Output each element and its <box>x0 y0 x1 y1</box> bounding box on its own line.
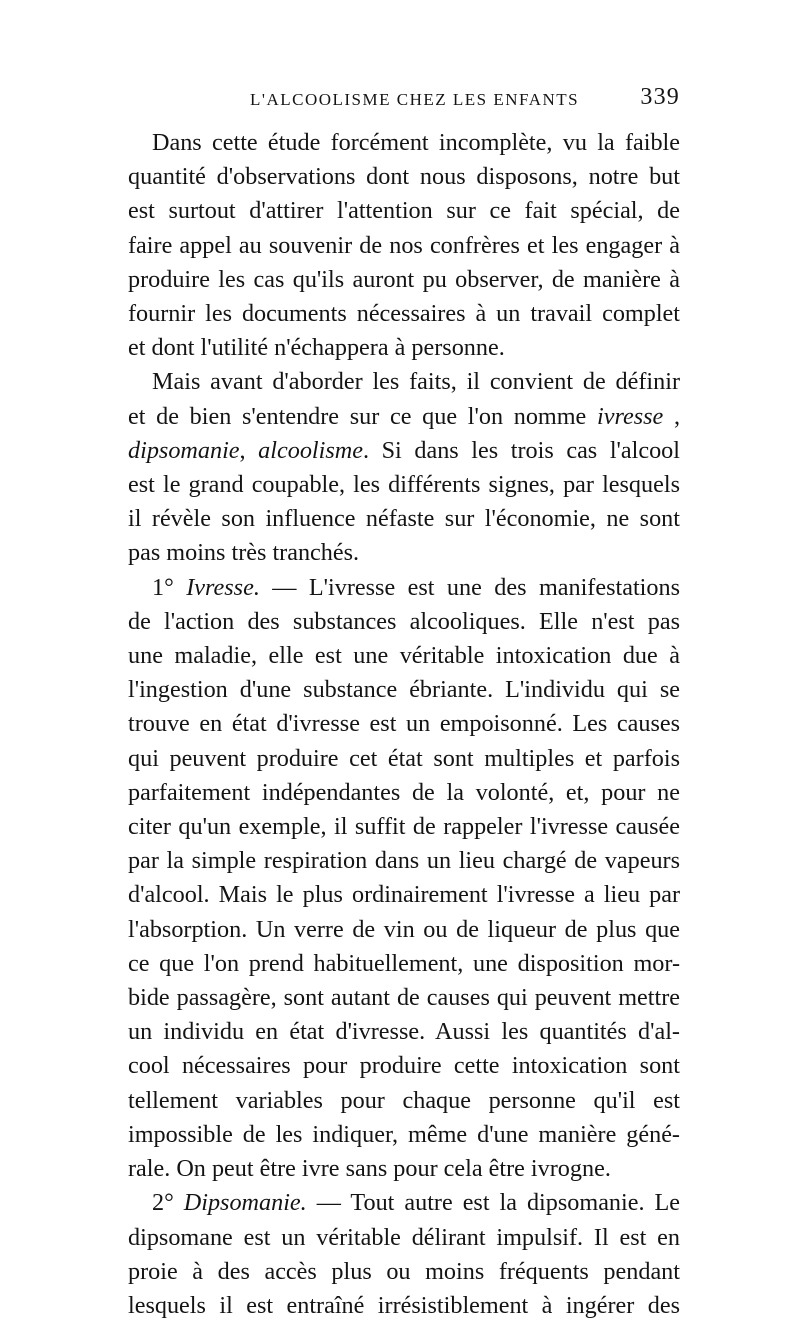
section-number: 2° <box>152 1189 174 1217</box>
text-line: Mais avant d'aborder les faits, il convient de définir <box>152 368 680 396</box>
text-line: l'absorption. Un verre de vin ou de liqueur de plus que <box>128 915 680 943</box>
text-line: parfaitement indépendantes de la volonté, et, pour ne <box>128 778 680 806</box>
text-line: faire appel au souvenir de nos confrères et les engager à <box>128 231 680 259</box>
running-head <box>128 84 680 126</box>
text-line: pas moins très tranchés. <box>128 539 360 567</box>
text-line: l'ingestion d'une substance ébriante. L'individu qui se <box>128 676 680 704</box>
text-fragment: — L'ivresse est une des manifestations <box>259 573 681 601</box>
text-line: bide passagère, sont autant de causes qui peuvent mettre <box>128 984 680 1012</box>
text-line <box>128 434 680 468</box>
text-fragment: et de bien s'entendre sur ce que l'on nomme <box>128 402 597 430</box>
text-line: ce que l'on prend habituellement, une disposition mor- <box>128 949 680 977</box>
text-line: et dont l'utilité n'échappera à personne. <box>128 334 505 362</box>
text-line: qui peuvent produire cet état sont multiples et parfois <box>128 744 680 772</box>
term-alcoolisme: alcoolisme <box>258 436 363 464</box>
text-fragment: . Si dans les trois cas l'alcool <box>362 436 680 464</box>
text-line <box>128 571 680 605</box>
text-line: d'alcool. Mais le plus ordinairement l'ivresse a lieu par <box>128 881 680 909</box>
term-dipsomanie: dipsomanie <box>128 436 240 464</box>
running-title: L'ALCOOLISME CHEZ LES ENFANTS <box>250 90 580 109</box>
text-fragment: , <box>663 402 681 430</box>
text-line: proie à des accès plus ou moins fréquents pendant <box>128 1257 680 1285</box>
text-fragment: , <box>239 436 259 464</box>
text-line: quantité d'observations dont nous disposons, notre but <box>128 163 680 191</box>
text-line: il révèle son influence néfaste sur l'économie, ne sont <box>128 505 680 533</box>
text-line: par la simple respiration dans un lieu chargé de vapeurs <box>128 847 680 875</box>
text-fragment: — Tout autre est la dipsomanie. Le <box>306 1189 681 1217</box>
text-line: une maladie, elle est une véritable intoxication due à <box>128 642 680 670</box>
text-line: tellement variables pour chaque personne qu'il est <box>128 1086 680 1114</box>
text-line: est le grand coupable, les différents signes, par lesquels <box>128 471 680 499</box>
paragraph-ivresse <box>128 571 680 1187</box>
body-text <box>128 126 680 1323</box>
paragraph-intro <box>128 126 680 365</box>
page-number: 339 <box>640 84 680 110</box>
text-line: produire les cas qu'ils auront pu observer, de manière à <box>128 265 680 293</box>
text-line: est surtout d'attirer l'attention sur ce fait spécial, de <box>128 197 680 225</box>
text-line: lesquels il est entraîné irrésistiblement à ingérer des <box>128 1291 680 1319</box>
section-number: 1° <box>152 573 174 601</box>
text-line: rale. On peut être ivre sans pour cela être ivrogne. <box>128 1155 611 1183</box>
text-line: cool nécessaires pour produire cette intoxication sont <box>128 1052 680 1080</box>
section-term: Ivresse. <box>186 573 260 601</box>
text-line: fournir les documents nécessaires à un travail complet <box>128 300 680 328</box>
text-line: Dans cette étude forcément incomplète, vu la faible <box>152 129 680 156</box>
text-line: dipsomane est un véritable délirant impulsif. Il est en <box>128 1223 680 1251</box>
text-line <box>128 1186 680 1220</box>
text-line: trouve en état d'ivresse est un empoisonné. Les causes <box>128 710 680 738</box>
text-line: impossible de les indiquer, même d'une manière géné- <box>128 1120 680 1148</box>
term-ivresse: ivresse <box>596 402 664 430</box>
paragraph-dipsomanie <box>128 1186 680 1323</box>
book-page <box>128 84 681 1323</box>
text-line: de l'action des substances alcooliques. Elle n'est pas <box>128 607 680 635</box>
text-line: un individu en état d'ivresse. Aussi les quantités d'al- <box>128 1018 680 1046</box>
section-term: Dipsomanie. <box>183 1189 307 1217</box>
paragraph-definitions <box>128 365 680 570</box>
text-line <box>128 400 680 434</box>
text-line: citer qu'un exemple, il suffit de rappeler l'ivresse causée <box>128 813 680 841</box>
